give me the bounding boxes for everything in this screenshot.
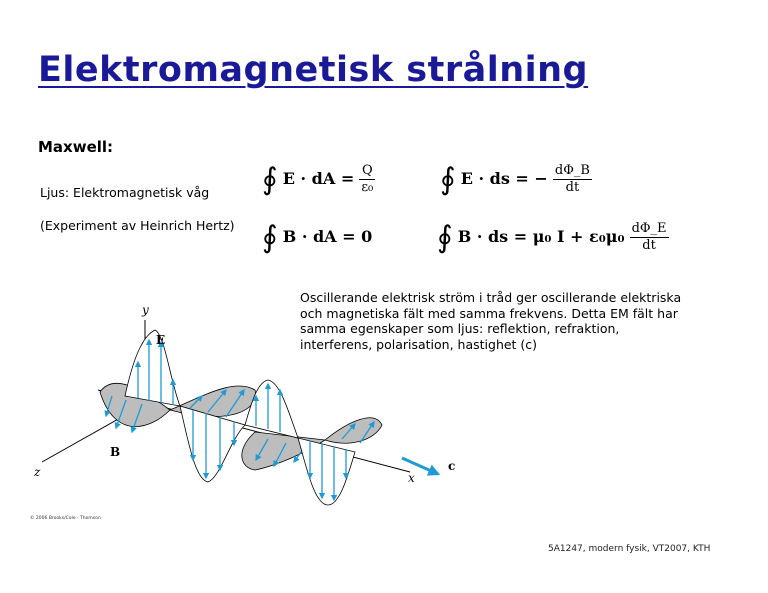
speed-label: c [448, 459, 456, 473]
contour-integral-icon: ∮ [440, 162, 456, 197]
b-field-label: B [110, 445, 121, 459]
contour-integral-icon: ∮ [437, 220, 453, 255]
numerator: dΦ_E [631, 221, 667, 236]
equation-lhs: B · ds = μ₀ I + ε₀μ₀ [457, 227, 625, 246]
ampere-maxwell-law [437, 220, 669, 255]
e-field-label: E [156, 333, 166, 347]
numerator: dΦ_B [554, 163, 590, 178]
equation-lhs: E · dA = [282, 169, 355, 188]
contour-integral-icon: ∮ [262, 162, 278, 197]
denominator: dt [565, 180, 580, 195]
page-title: Elektromagnetisk strålning [38, 50, 589, 90]
equation-lhs: E · ds = − [460, 169, 548, 188]
z-axis-label: z [34, 465, 41, 479]
em-wave-diagram [30, 300, 470, 510]
light-note: Ljus: Elektromagnetisk våg [40, 185, 210, 200]
slide-footer: 5A1247, modern fysik, VT2007, KTH [548, 544, 711, 554]
description-text: Oscillerande elektrisk ström i tråd ger oscillerande elektriska och magnetiska fält med samma frekvens. Detta EM fält har samma egenskaper som ljus: reflektion, refraktion, interferens, polarisation, hastighet (c) [300, 290, 682, 352]
contour-integral-icon: ∮ [262, 220, 278, 255]
denominator: ε₀ [361, 180, 374, 195]
fraction [630, 221, 669, 254]
section-heading: Maxwell: [38, 138, 114, 156]
denominator: dt [642, 238, 656, 253]
fraction [359, 163, 375, 196]
e-field-lobe [180, 406, 245, 482]
equation-lhs: B · dA = 0 [282, 227, 373, 246]
x-axis-label: x [408, 471, 415, 485]
gauss-law-electric [262, 162, 375, 197]
numerator: Q [359, 163, 375, 180]
experiment-note: (Experiment av Heinrich Hertz) [40, 218, 235, 233]
fraction [553, 163, 592, 196]
gauss-law-magnetic [262, 220, 372, 255]
faraday-law [440, 162, 592, 197]
y-axis-label: y [142, 303, 149, 317]
e-field-lobe [125, 330, 180, 406]
b-field-lobe [325, 418, 382, 443]
figure-credit: © 2006 Brooks/Cole - Thomson [30, 516, 101, 521]
